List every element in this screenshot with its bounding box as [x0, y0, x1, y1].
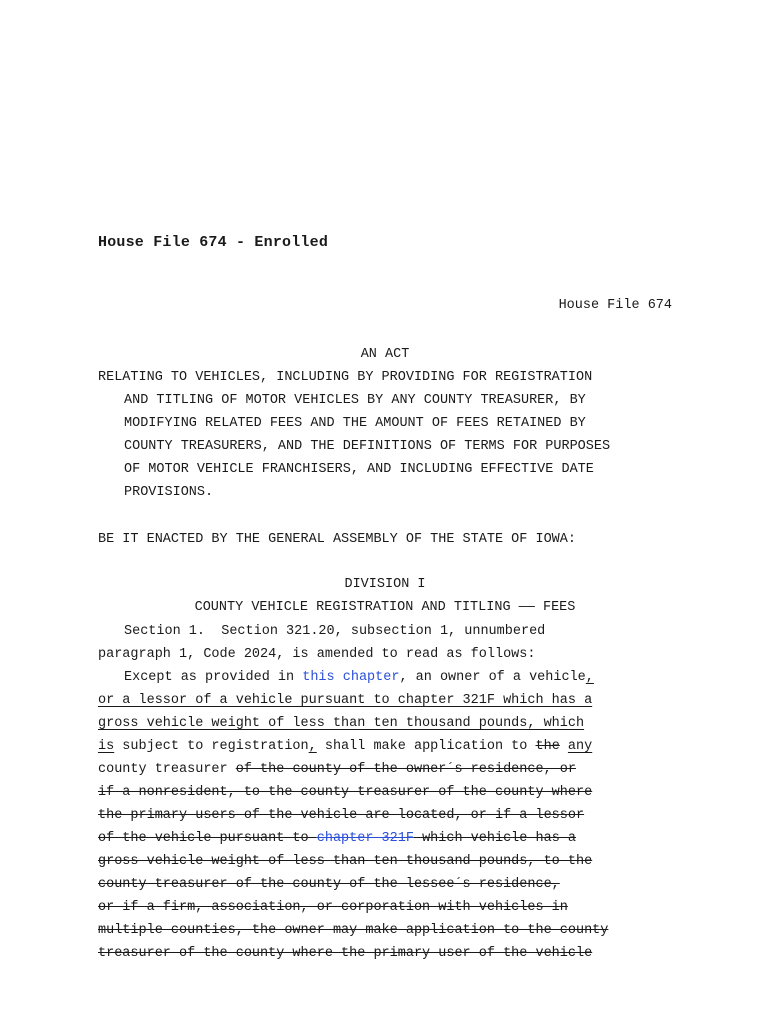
- struck-text: gross vehicle weight of less than ten thousand pounds, to the: [98, 854, 593, 869]
- inserted-text: gross vehicle weight of less than ten thousand pounds, which: [98, 716, 585, 731]
- section-body: [98, 620, 608, 965]
- relating-line: COUNTY TREASURERS, AND THE DEFINITIONS OF TERMS FOR PURPOSES: [124, 439, 611, 454]
- relating-line: RELATING TO VEHICLES, INCLUDING BY PROVIDING FOR REGISTRATION: [98, 370, 593, 385]
- inserted-text: or a lessor of a vehicle pursuant to chapter 321F which has a: [98, 693, 593, 708]
- section-line: [98, 827, 608, 850]
- plain-text: county treasurer: [98, 762, 236, 777]
- struck-text: or if a firm, association, or corporation with vehicles in: [98, 900, 568, 915]
- struck-text: if a nonresident, to the county treasurer of the county where: [98, 785, 593, 800]
- chapter-link[interactable]: chapter 321F: [316, 831, 414, 846]
- relating-line: OF MOTOR VEHICLE FRANCHISERS, AND INCLUDING EFFECTIVE DATE: [124, 462, 594, 477]
- struck-text: which vehicle has a: [413, 831, 576, 846]
- plain-text: Except as provided in: [124, 670, 303, 685]
- plain-text: [560, 739, 568, 754]
- section-line: [98, 735, 608, 758]
- section-line: [98, 942, 608, 965]
- plain-text: , an owner of a vehicle: [399, 670, 586, 685]
- section-line: Section 1. Section 321.20, subsection 1, unnumbered: [124, 624, 546, 639]
- section-line: paragraph 1, Code 2024, is amended to read as follows:: [98, 647, 536, 662]
- enacting-clause: BE IT ENACTED BY THE GENERAL ASSEMBLY OF THE STATE OF IOWA:: [98, 532, 576, 547]
- inserted-text: ,: [308, 739, 317, 754]
- section-line: [98, 896, 608, 919]
- division-heading: DIVISION I: [344, 577, 426, 592]
- relating-line: AND TITLING OF MOTOR VEHICLES BY ANY COUNTY TREASURER, BY: [124, 393, 586, 408]
- division-subtitle: COUNTY VEHICLE REGISTRATION AND TITLING —— FEES: [194, 600, 576, 615]
- struck-text: multiple counties, the owner may make application to the county: [98, 923, 609, 938]
- act-title: AN ACT: [360, 347, 410, 362]
- section-line: [98, 919, 608, 942]
- struck-text: treasurer of the county where the primary user of the vehicle: [98, 946, 593, 961]
- section-line: [98, 689, 608, 712]
- document-title: House File 674 - Enrolled: [98, 234, 329, 251]
- section-line: [98, 781, 608, 804]
- section-line: [98, 850, 608, 873]
- struck-text: county treasurer of the county of the lessee´s residence,: [98, 877, 560, 892]
- act-relating-clause: [98, 366, 610, 504]
- struck-text: of the vehicle pursuant to: [98, 831, 317, 846]
- relating-line: PROVISIONS.: [124, 485, 214, 500]
- plain-text: shall make application to: [316, 739, 536, 754]
- section-line: [98, 758, 608, 781]
- inserted-text: ,: [585, 670, 594, 685]
- section-line: [98, 873, 608, 896]
- struck-text: of the county of the owner´s residence, or: [235, 762, 576, 777]
- struck-text: the primary users of the vehicle are located, or if a lessor: [98, 808, 585, 823]
- inserted-text: is: [98, 739, 115, 754]
- file-number-label: House File 674: [558, 298, 672, 313]
- plain-text: subject to registration: [114, 739, 309, 754]
- section-line: [98, 712, 608, 735]
- chapter-link[interactable]: this chapter: [302, 670, 400, 685]
- inserted-text: any: [567, 739, 593, 754]
- relating-line: MODIFYING RELATED FEES AND THE AMOUNT OF FEES RETAINED BY: [124, 416, 586, 431]
- section-line: [98, 804, 608, 827]
- struck-text: the: [535, 739, 560, 754]
- section-line: [98, 666, 608, 689]
